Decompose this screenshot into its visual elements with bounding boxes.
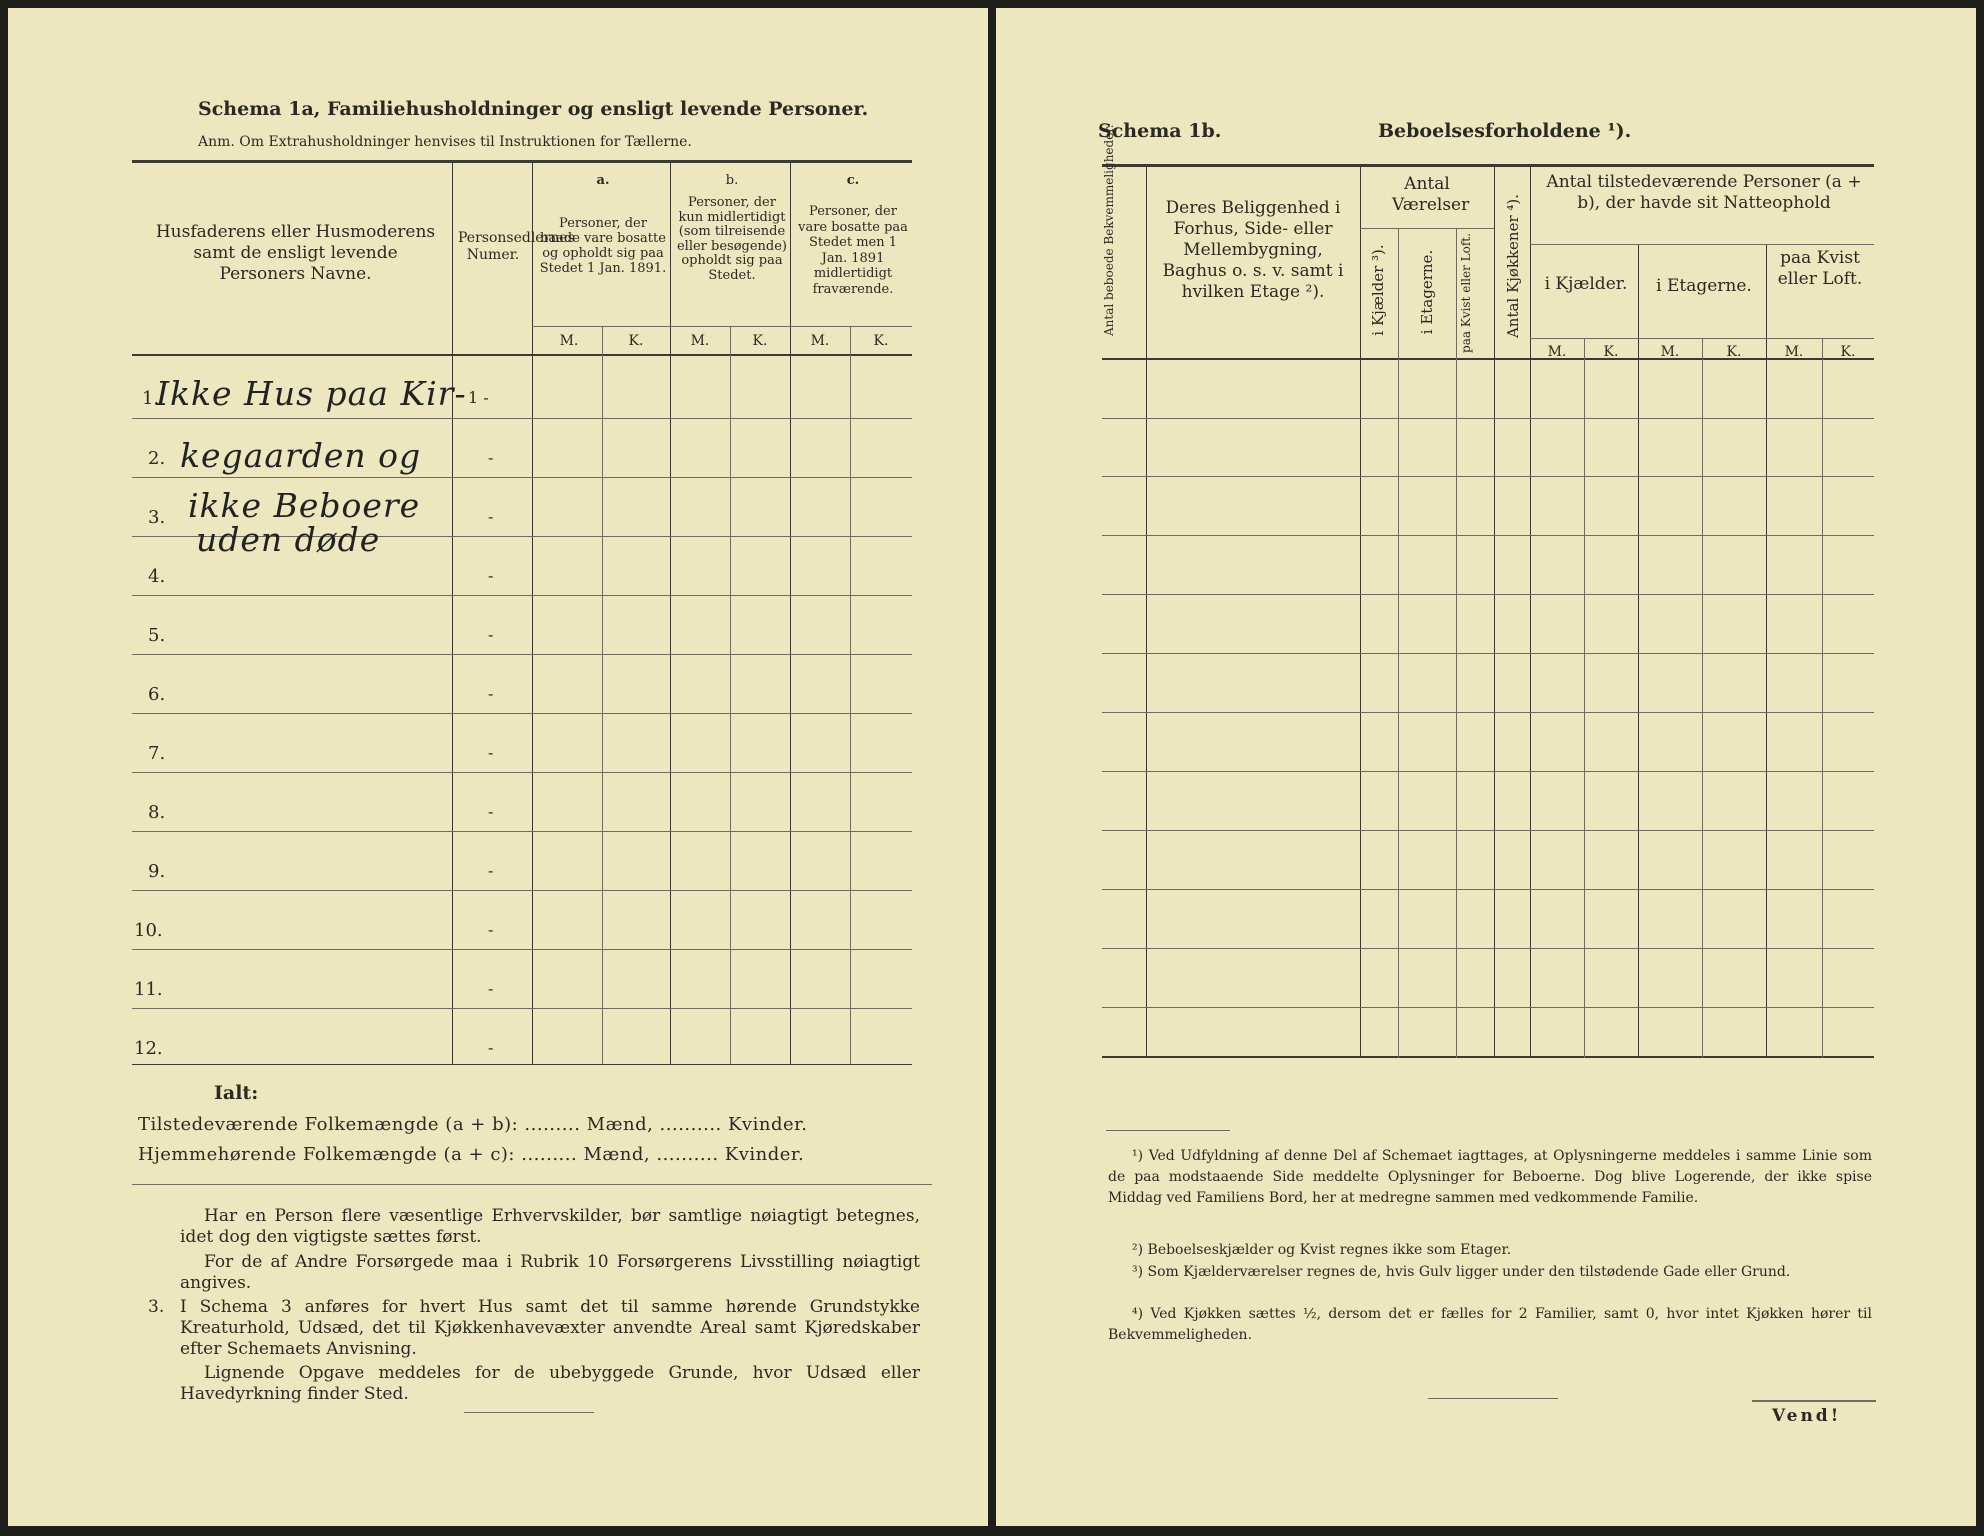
col-divider (532, 162, 533, 1064)
table-bottom-rule (1102, 1056, 1874, 1058)
row-rule (1102, 712, 1874, 713)
row-rule (1102, 889, 1874, 890)
header-beliggenhed: Deres Beliggenhed i Forhus, Side- eller Mellembygning, Baghus o. s. v. samt i hvilken Etage ²). (1162, 198, 1344, 302)
personseddel-num: - (488, 507, 494, 526)
row-number: 10. (134, 920, 163, 941)
personseddel-num: - (488, 448, 494, 467)
mk-rule (532, 326, 912, 327)
row-number: 9. (148, 861, 166, 882)
mk-label: M. (1547, 344, 1567, 360)
header-paa-kvist: paa Kvist eller Loft. (1459, 233, 1473, 353)
col-divider (1456, 228, 1457, 1058)
row-rule (132, 772, 912, 773)
right-page (996, 8, 1976, 1526)
header-antal-vaerelser: Antal Værelser (1392, 174, 1470, 215)
row-number: 7. (148, 743, 166, 764)
mk-label: K. (1603, 344, 1619, 360)
row-rule (1102, 1007, 1874, 1008)
row-rule (132, 949, 912, 950)
row-rule (132, 1008, 912, 1009)
header-i-etagerne-ophold: i Etagerne. (1656, 276, 1752, 296)
col-divider (730, 326, 731, 1064)
mk-label: K. (873, 333, 889, 349)
table-top-rule (1102, 164, 1874, 167)
row-rule (1102, 830, 1874, 831)
row-rule (1102, 948, 1874, 949)
header-i-kjaelder-ophold: i Kjælder. (1544, 274, 1628, 294)
footnote-3: ³) Som Kjælderværelser regnes de, hvis Gulv ligger under den tilstødende Gade eller Grund. (1132, 1264, 1791, 1280)
col-divider (1398, 228, 1399, 1058)
row-number: 4. (148, 566, 166, 587)
note-3-number: 3. (148, 1297, 165, 1317)
left-page (8, 8, 988, 1526)
handwritten-entry: ikke Beboere (188, 486, 421, 525)
table-bottom-rule (132, 1064, 912, 1065)
mk-label: K. (752, 333, 768, 349)
col-c-text: Personer, der vare bosatte paa Stedet men 1 Jan. 1891 midlertidigt fraværende. (798, 204, 908, 297)
total-resident: Hjemmehørende Folkemængde (a + c): ......... Mænd, .......... Kvinder. (138, 1144, 805, 1165)
col-a-text: Personer, der baade vare bosatte og opholdt sig paa Stedet 1 Jan. 1891. (539, 216, 667, 276)
personseddel-num: 1 - (468, 388, 489, 407)
mk-label: M. (810, 333, 830, 349)
personseddel-num: - (488, 625, 494, 644)
mk-label: M. (1660, 344, 1680, 360)
col-b-text: Personer, der kun midlertidigt (som tilreisende eller besøgende) opholdt sig paa Stedet. (676, 195, 788, 283)
col-divider (1766, 244, 1767, 1058)
schema-1b-title: Schema 1b. (1098, 120, 1222, 142)
col-divider (850, 326, 851, 1064)
mk-label: M. (559, 333, 579, 349)
personseddel-num: - (488, 1038, 494, 1057)
row-rule (1102, 653, 1874, 654)
col-divider (670, 162, 671, 1064)
col-divider (1638, 244, 1639, 1058)
col-divider (452, 162, 453, 1064)
totals-rule (132, 1184, 932, 1185)
row-number: 5. (148, 625, 166, 646)
total-present: Tilstedeværende Folkemængde (a + b): ......... Mænd, .......... Kvinder. (138, 1114, 808, 1135)
col-divider (1822, 338, 1823, 1058)
row-number: 12. (134, 1038, 163, 1059)
header-i-etagerne: i Etagerne. (1418, 249, 1436, 335)
row-rule (132, 713, 912, 714)
row-rule (132, 890, 912, 891)
row-rule (1102, 594, 1874, 595)
schema-1a-title: Schema 1a, Familiehusholdninger og ensligt levende Personer. (198, 98, 869, 120)
col-divider (602, 326, 603, 1064)
col-divider (1146, 166, 1147, 1058)
vend-label: Vend! (1772, 1406, 1842, 1426)
footnote-4: ⁴) Ved Kjøkken sættes ½, dersom det er fælles for 2 Familier, samt 0, hvor intet Kjøkken hører til Bekvemmeligheden. (1108, 1306, 1872, 1343)
handwritten-entry: uden døde (196, 520, 381, 559)
personseddel-num: - (488, 743, 494, 762)
note-2: For de af Andre Forsørgede maa i Rubrik 10 Forsørgerens Livsstilling nøiagtigt angives. (180, 1252, 920, 1293)
footnote-rule (1106, 1130, 1230, 1131)
note-1: Har en Person flere væsentlige Erhvervskilder, bør samtlige nøiagtigt betegnes, idet dog den vigtigste sættes først. (180, 1206, 920, 1247)
personseddel-num: - (488, 861, 494, 880)
ialt-label: Ialt: (214, 1082, 259, 1104)
mk-rule (1530, 338, 1874, 339)
row-number: 8. (148, 802, 166, 823)
header-bekvemmeligheder: Antal beboede Bekvemmeligheder. (1102, 124, 1116, 336)
schema-1b-subtitle: Beboelsesforholdene ¹). (1378, 120, 1632, 142)
col-divider (790, 162, 791, 1064)
mk-label: K. (1726, 344, 1742, 360)
tilst-rule (1530, 244, 1874, 245)
personseddel-num: - (488, 566, 494, 585)
header-personsedler: Personsedlernes Numer. (458, 230, 575, 263)
end-rule (464, 1412, 594, 1413)
note-3: I Schema 3 anføres for hvert Hus samt det til samme hørende Grundstykke Kreaturhold, Udsæd, det til Kjøkkenhavevæxter anvendte Areal samt Kjøredskaber efter Schemaets Anvisning. (180, 1297, 920, 1359)
row-rule (1102, 771, 1874, 772)
row-rule (1102, 418, 1874, 419)
row-number: 3. (148, 507, 166, 528)
col-divider (1530, 166, 1531, 1058)
header-i-kjaelder: i Kjælder ³). (1369, 244, 1387, 336)
header-paa-kvist-ophold: paa Kvist eller Loft. (1777, 248, 1863, 289)
personseddel-num: - (488, 802, 494, 821)
end-rule (1428, 1398, 1558, 1399)
header-antal-kjokkener: Antal Kjøkkener ⁴). (1504, 193, 1522, 339)
row-rule (1102, 476, 1874, 477)
header-tilstedevaerende: Antal tilstedeværende Personer (a + b), der havde sit Natteophold (1546, 172, 1862, 213)
col-b-letter: b. (725, 173, 739, 188)
mk-label: K. (1840, 344, 1856, 360)
mk-label: M. (1784, 344, 1804, 360)
personseddel-num: - (488, 979, 494, 998)
col-c-letter: c. (846, 173, 860, 188)
mk-label: K. (628, 333, 644, 349)
footnote-1: ¹) Ved Udfyldning af denne Del af Schemaet iagttages, at Oplysningerne meddeles i samme Linie som de paa modstaaende Side meddelte Oplysninger for Beboerne. Dog blive Logerende, der ikke spise Middag ved Familiens Bord, her at medregne sammen med vedkommende Familie. (1108, 1148, 1872, 1206)
vend-rule (1752, 1400, 1876, 1402)
row-number: 2. (148, 448, 166, 469)
personseddel-num: - (488, 920, 494, 939)
col-divider (1584, 338, 1585, 1058)
handwritten-entry: kegaarden og (180, 436, 422, 475)
row-rule (132, 418, 912, 419)
table-top-rule (132, 160, 912, 163)
row-number: 11. (134, 979, 163, 1000)
header-names: Husfaderens eller Husmoderens samt de ensligt levende Personers Navne. (155, 222, 436, 284)
personseddel-num: - (488, 684, 494, 703)
mk-label: M. (690, 333, 710, 349)
footnote-2: ²) Beboelseskjælder og Kvist regnes ikke som Etager. (1132, 1242, 1512, 1258)
note-4: Lignende Opgave meddeles for de ubebyggede Grunde, hvor Udsæd eller Havedyrkning finder Sted. (180, 1363, 920, 1404)
annotation: Anm. Om Extrahusholdninger henvises til Instruktionen for Tællerne. (198, 134, 692, 150)
header-bottom-rule (132, 354, 912, 356)
handwritten-entry: Ikke Hus paa Kir- (156, 374, 467, 413)
row-rule (132, 654, 912, 655)
row-rule (132, 831, 912, 832)
col-a-letter: a. (596, 173, 610, 188)
row-number: 1. (142, 388, 160, 409)
col-divider (1360, 166, 1361, 1058)
row-rule (1102, 535, 1874, 536)
row-rule (132, 595, 912, 596)
col-divider (1494, 166, 1495, 1058)
row-number: 6. (148, 684, 166, 705)
col-divider (1702, 338, 1703, 1058)
row-rule (132, 477, 912, 478)
